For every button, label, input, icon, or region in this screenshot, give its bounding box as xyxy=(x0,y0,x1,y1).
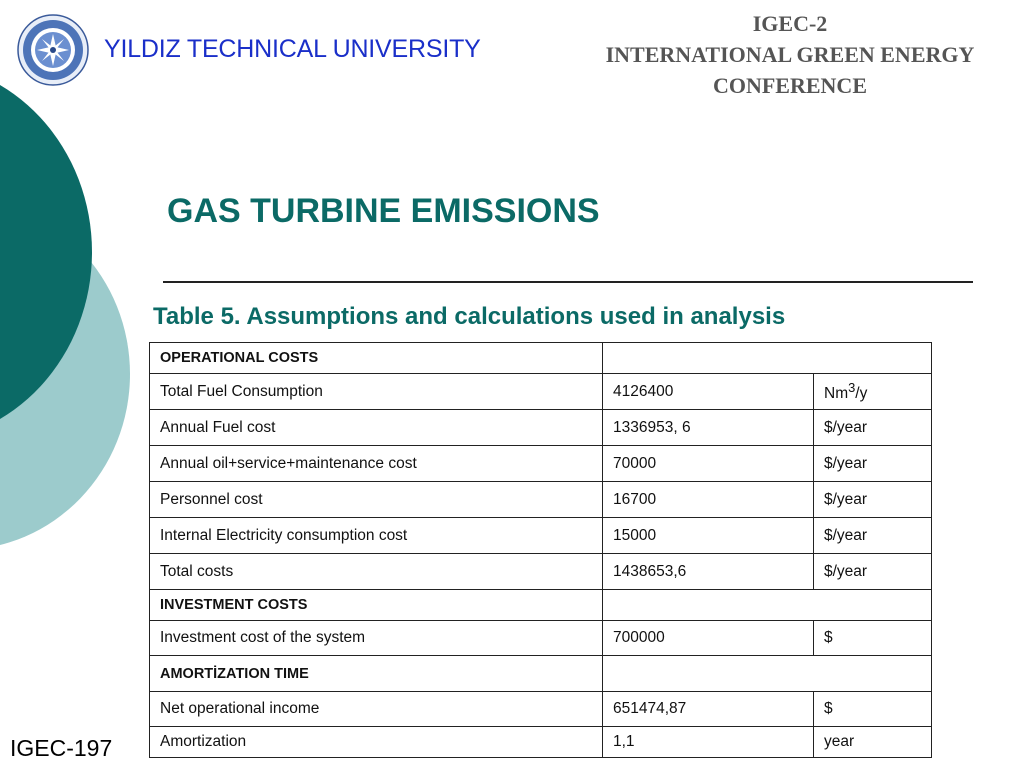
row-unit: $/year xyxy=(814,518,932,554)
row-unit: $/year xyxy=(814,554,932,590)
university-seal-icon xyxy=(17,14,89,86)
row-label: Annual oil+service+maintenance cost xyxy=(150,446,603,482)
assumptions-table xyxy=(149,342,932,758)
conference-line-1: IGEC-2 xyxy=(752,11,828,36)
empty-cell xyxy=(603,656,932,692)
section-header-amortization: AMORTİZATION TIME xyxy=(150,656,603,692)
row-unit: $ xyxy=(814,692,932,727)
row-value: 700000 xyxy=(603,621,814,656)
row-value: 4126400 xyxy=(603,374,814,410)
table-section-amortization xyxy=(150,656,932,692)
section-header-operational: OPERATIONAL COSTS xyxy=(150,343,603,374)
row-unit: $/year xyxy=(814,446,932,482)
row-label: Net operational income xyxy=(150,692,603,727)
row-unit: year xyxy=(814,727,932,758)
row-unit: $ xyxy=(814,621,932,656)
unit-superscript: 3 xyxy=(848,379,856,395)
table-row xyxy=(150,446,932,482)
section-header-investment: INVESTMENT COSTS xyxy=(150,590,603,621)
table-section-operational xyxy=(150,343,932,374)
row-label: Internal Electricity consumption cost xyxy=(150,518,603,554)
row-value: 1,1 xyxy=(603,727,814,758)
row-unit: $/year xyxy=(814,482,932,518)
table-row xyxy=(150,692,932,727)
table-caption: Table 5. Assumptions and calculations used in analysis xyxy=(153,303,786,330)
row-value: 15000 xyxy=(603,518,814,554)
table-section-investment xyxy=(150,590,932,621)
row-label: Amortization xyxy=(150,727,603,758)
unit-base: Nm xyxy=(824,385,849,403)
table-row xyxy=(150,374,932,410)
row-unit: $/year xyxy=(814,410,932,446)
row-value: 651474,87 xyxy=(603,692,814,727)
row-label: Annual Fuel cost xyxy=(150,410,603,446)
table-row xyxy=(150,518,932,554)
table-row xyxy=(150,621,932,656)
empty-cell xyxy=(603,590,932,621)
conference-line-3: CONFERENCE xyxy=(712,73,867,98)
slide-title: GAS TURBINE EMISSIONS xyxy=(167,192,600,230)
table-row xyxy=(150,554,932,590)
table-row xyxy=(150,727,932,758)
row-label: Total Fuel Consumption xyxy=(150,374,603,410)
row-label: Investment cost of the system xyxy=(150,621,603,656)
unit-rest: /y xyxy=(855,385,868,403)
empty-cell xyxy=(603,343,932,374)
row-value: 1438653,6 xyxy=(603,554,814,590)
row-unit xyxy=(814,374,932,410)
row-value: 1336953, 6 xyxy=(603,410,814,446)
row-value: 16700 xyxy=(603,482,814,518)
row-label: Personnel cost xyxy=(150,482,603,518)
table-row xyxy=(150,410,932,446)
conference-title xyxy=(560,8,1020,101)
table-row xyxy=(150,482,932,518)
row-label: Total costs xyxy=(150,554,603,590)
university-name: YILDIZ TECHNICAL UNIVERSITY xyxy=(104,35,481,63)
row-value: 70000 xyxy=(603,446,814,482)
title-divider xyxy=(163,281,973,283)
slide-footer-id: IGEC-197 xyxy=(10,735,113,761)
conference-line-2: INTERNATIONAL GREEN ENERGY xyxy=(605,42,975,67)
